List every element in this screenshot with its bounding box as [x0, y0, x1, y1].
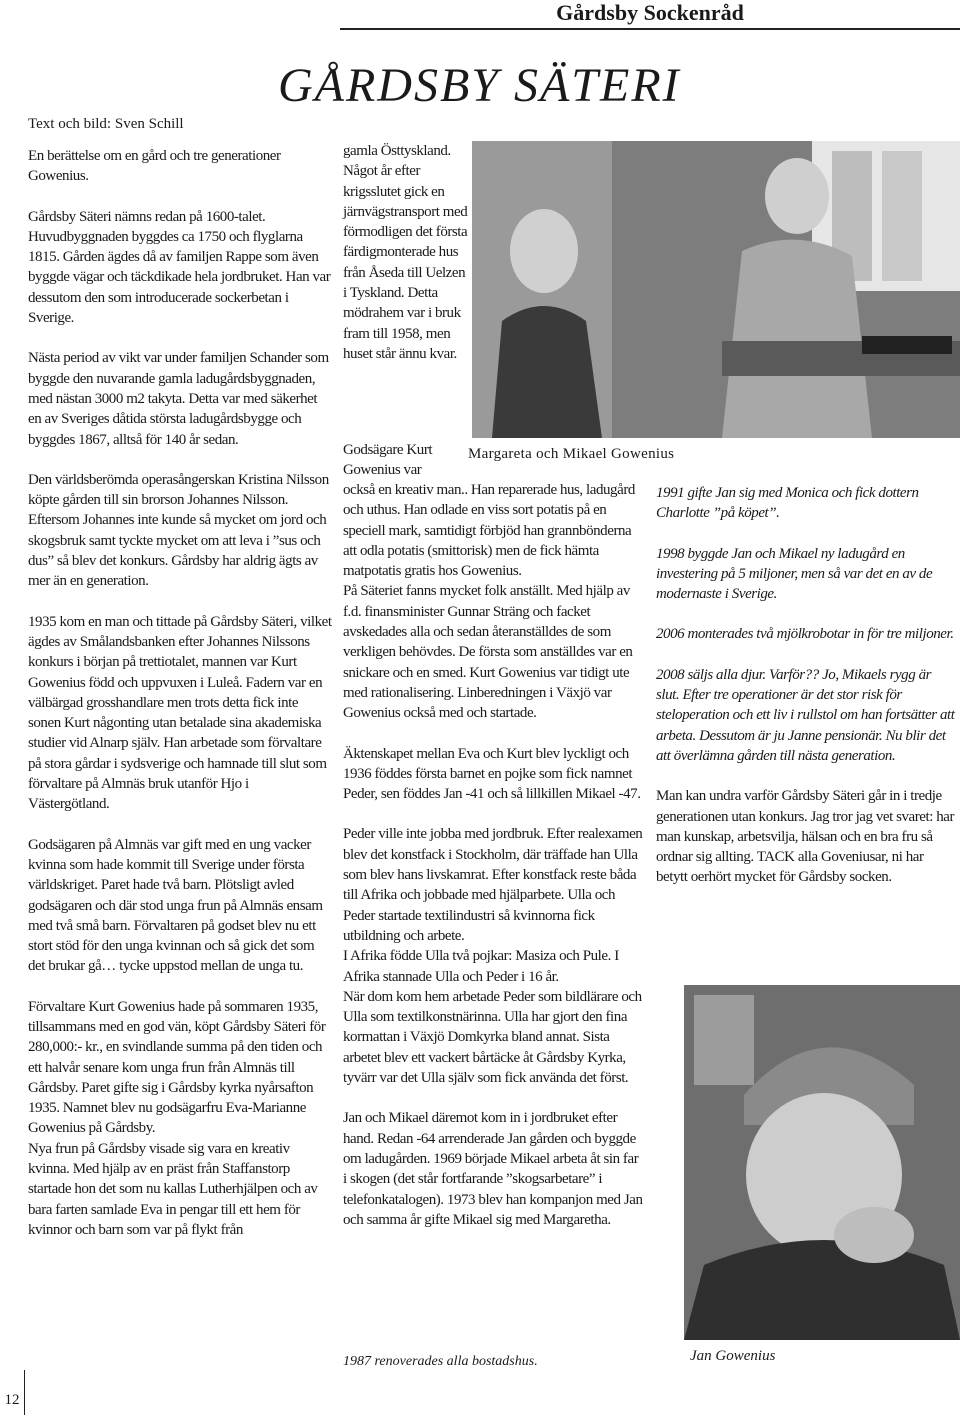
- timeline-entry: 2006 monterades två mjölkrobotar in för tre miljoner.: [656, 626, 954, 643]
- paragraph: Äktenskapet mellan Eva och Kurt blev lyckligt och 1936 föddes första barnet en pojke som fick namnet Peder, sen föddes Jan -41 och så lillkillen Mikael -47.: [343, 745, 641, 803]
- column-3: [656, 483, 956, 908]
- column-2: [343, 480, 643, 1250]
- section-header: Gårdsby Sockenråd: [556, 0, 744, 25]
- paragraph: En berättelse om en gård och tre generationer Gowenius.: [28, 148, 281, 185]
- article-title: GÅRDSBY SÄTERI: [278, 59, 681, 112]
- paragraph: Förvaltare Kurt Gowenius hade på sommaren 1935, tillsammans med en god vän, köpt Gårdsby Säteri för 280,000:- kr., en svindlande summa på den tiden och ett halvår senare kom unga frun från Almnäs till Gårdsby. Paret gifte sig i Gårdsby kyrka nyårsafton 1935. Namnet blev nu godsägarfru Eva-Marianne Gowenius på Gårdsby.: [28, 998, 326, 1137]
- paragraph: I Afrika födde Ulla två pojkar: Masiza och Pule. I Afrika stannade Ulla och Peder i 16 år.: [343, 948, 619, 985]
- paragraph: Jan och Mikael däremot kom in i jordbruket efter hand. Redan -64 arrenderade Jan gården och byggde om ladugården. 1969 började Mikael arbeta åt sin far i skogen (det står fortfarande ”skogsarbetare” i telefonkatalogen). 1973 blev han kompanjon med Jan och samma år gifte Mikael sig med Margaretha.: [343, 1110, 643, 1228]
- paragraph: Godsägaren på Almnäs var gift med en ung vacker kvinna som hade kommit till Sverige under första världskriget. Paret hade två barn. Plötsligt avled godsägaren och där stod unga frun på Almnäs ensam med två små barn. Förvaltaren på godset blev nu ett stort stöd för den unga kvinnan och så gick det som det brukar gå… tycke uppstod mellan de unga tu.: [28, 836, 323, 975]
- photo-jan-gowenius: [684, 985, 960, 1340]
- photo-margareta-mikael: [472, 141, 960, 438]
- paragraph: Gårdsby Säteri nämns redan på 1600-talet. Huvudbyggnaden byggdes ca 1750 och flyglarna 1815. Gården ägdes då av familjen Rappe som även byggde vägar och täckdikade hela jordbruket. Han var dessutom den som introducerade sockerbetan i Sverige.: [28, 208, 331, 327]
- closing-note: 1987 renoverades alla bostadshus.: [343, 1354, 538, 1369]
- timeline-entry: 1991 gifte Jan sig med Monica och fick dottern Charlotte ”på köpet”.: [656, 485, 919, 522]
- column-2-intro: Godsägare Kurt Gowenius var: [343, 442, 433, 479]
- paragraph: också en kreativ man.. Han reparerade hus, ladugård och uthus. Han odlade en viss sort potatis på en speciell mark, samtidigt förbjöd han grannbönderna att odla potatis (smittorisk) men de fick hämta matpotatis gratis hos Gowenius.: [343, 482, 635, 580]
- photo-margareta-mikael-image: [472, 141, 960, 438]
- paragraph: Peder ville inte jobba med jordbruk. Efter realexamen blev det konstfack i Stockholm, där träffade han Ulla som blev hans livskamrat. Efter konstfack reste båda till Afrika och jobbade med hjälparbete. Ulla och Peder startade textilindustri så kvinnorna fick utbildning och arbete.: [343, 826, 643, 944]
- byline: Text och bild: Sven Schill: [28, 116, 184, 132]
- column-2-top: gamla Östtyskland. Något år efter krigsslutet gick en järnvägstransport med förmodligen det första färdigmonterade hus från Åseda till Uelzen i Tyskland. Detta mödrahem var i bruk fram till 1958, men huset står ännu kvar.: [343, 143, 468, 362]
- photo-jan-gowenius-image: [684, 985, 960, 1340]
- paragraph: Man kan undra varför Gårdsby Säteri går in i tredje generationen utan konkurs. Jag tror jag vet svaret: har man kunskap, arbetsvilja, hälsan och en bra fru så ordnar sig allting. TACK alla Goveniusar, ni har betytt oerhört mycket för Gårdsby socken.: [656, 788, 955, 886]
- paragraph: På Säteriet fanns mycket folk anställt. Med hjälp av f.d. finansminister Gunnar Sträng och facket avskedades alla och sedan återanställdes de som verkligen behövdes. De första som anställdes var en snickare och en smed. Kurt Gowenius var tidigt ute med rationalisering. Linberedningen i Växjö var Gowenius också med och startade.: [343, 583, 633, 722]
- timeline-entry: 2008 säljs alla djur. Varför?? Jo, Mikaels rygg är slut. Efter tre operationer är det stor risk för steloperation och ett liv i rullstol om han fortsätter att arbeta. Dessutom är ju Janne pensionär. Nu blir det att överlämna gården till nästa generation.: [656, 666, 955, 764]
- paragraph: 1935 kom en man och tittade på Gårdsby Säteri, vilket ägdes av Smålandsbanken efter Johannes Nilssons konkurs i början på trettiotalet, mannen var Kurt Gowenius född och uppvuxen i Luleå. Fadern var en välbärgad grosshandlare men trots detta fick inte sonen Kurt någonting utan betalade sina akademiska studier vid Alnarp själv. Han arbetade som förvaltare på stora gårdar i sydsverige och hamnade till slut som förvaltare på Almnäs bruk utanför Hjo i Västergötland.: [28, 613, 332, 813]
- photo-caption: Jan Gowenius: [690, 1348, 776, 1364]
- paragraph: När dom kom hem arbetade Peder som bildlärare och Ulla som textilkonstnärinna. Ulla har gjort den fina kormattan i Växjö Domkyrka bland annat. Sista arbetet blev ett vackert bårtäcke åt Gårdsby Kyrka, tyvärr var det Ulla själv som fick använda det först.: [343, 988, 642, 1087]
- paragraph: Den världsberömda operasångerskan Kristina Nilsson köpte gården till sin brorson Johannes Nilsson. Eftersom Johannes inte kunde så mycket om jord och skogsbruk samt tyckte mycket om att leva i ”sus och dus” så blev det konkurs. Gårdsby har aldrig ägts av mer än en generation.: [28, 471, 329, 590]
- page-number: 12: [4, 1392, 20, 1408]
- header-rule: [340, 28, 960, 30]
- column-1: [28, 146, 333, 1240]
- timeline-entry: 1998 byggde Jan och Mikael ny ladugård en investering på 5 miljoner, men så var det en av de modernaste i Sverige.: [656, 545, 933, 603]
- photo-caption: Margareta och Mikael Gowenius: [468, 446, 675, 462]
- paragraph: Nya frun på Gårdsby visade sig vara en kreativ kvinna. Med hjälp av en präst från Staffanstorp startade hon det som nu kallas Lutherhjälpen och av bara farten samlade Eva in pengar till ett hem för kvinnor och barn som var på flykt från: [28, 1140, 318, 1238]
- paragraph: Nästa period av vikt var under familjen Schander som byggde den nuvarande gamla ladugårdsbyggnaden, med nästan 3000 m2 takyta. Detta var med säkerhet en av Sveriges dåtida största ladugårdsbygge och byggdes 1867, alltså för 140 år sedan.: [28, 350, 329, 448]
